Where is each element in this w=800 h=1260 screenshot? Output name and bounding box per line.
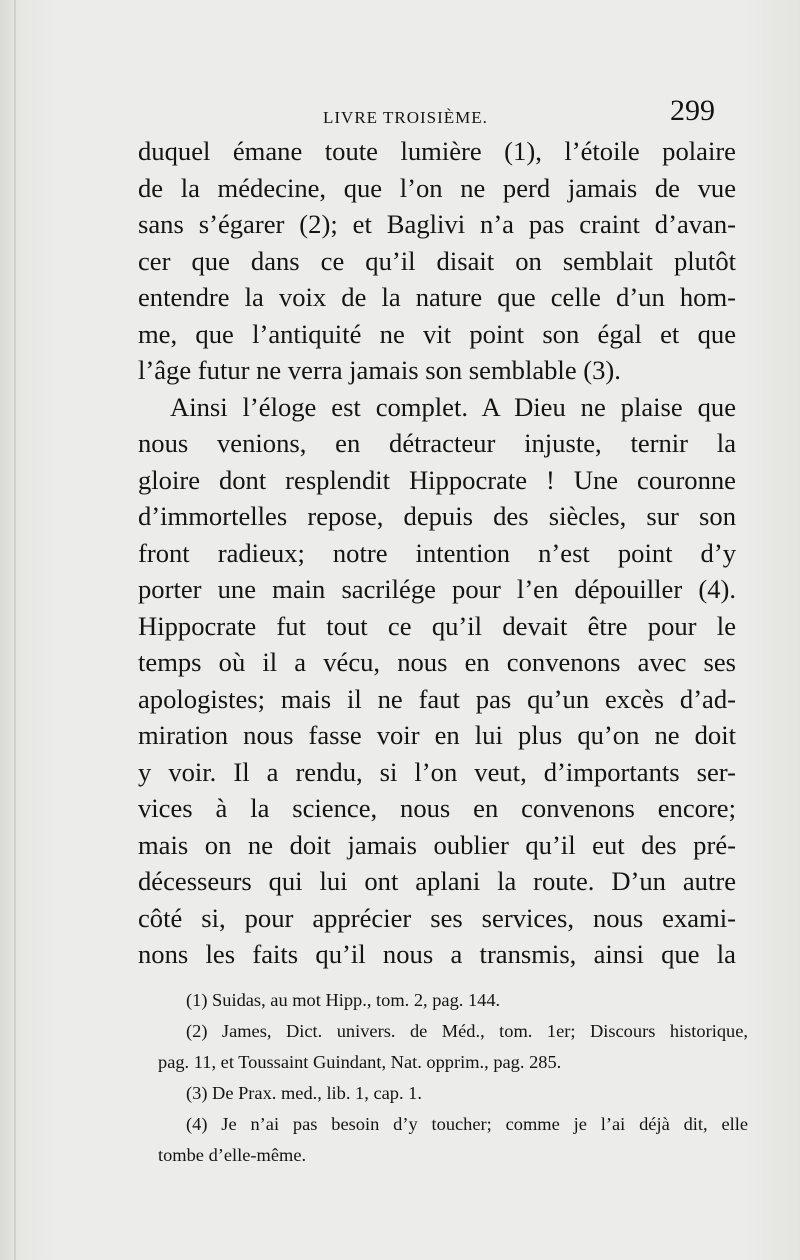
text-line: apologistes; mais il ne faut pas qu’un excès d’ad-	[138, 683, 736, 714]
text-line: duquel émane toute lumière (1), l’étoile polaire	[138, 136, 736, 166]
text-line: miration nous fasse voir en lui plus qu’on ne doit	[138, 720, 736, 750]
text-line: Hippocrate fut tout ce qu’il devait être pour le	[138, 610, 736, 641]
page-header	[145, 92, 725, 132]
text-line: front radieux; notre intention n’est point d’y	[138, 537, 736, 568]
text-line: vices à la science, nous en convenons encore;	[138, 793, 736, 823]
text-line: côté si, pour apprécier ses services, nous exami-	[138, 902, 736, 933]
text-line: gloire dont resplendit Hippocrate ! Une couronne	[138, 464, 736, 495]
body-text	[138, 133, 736, 973]
text-line: porter une main sacrilége pour l’en dépouiller (4).	[138, 574, 736, 604]
text-line: décesseurs qui lui ont aplani la route. D’un autre	[138, 866, 736, 896]
footnote-continuation: tombe d’elle-même.	[158, 1145, 307, 1165]
footnote-continuation: pag. 11, et Toussaint Guindant, Nat. opprim., pag. 285.	[158, 1052, 562, 1072]
text-line: cer que dans ce qu’il disait on semblait plutôt	[138, 245, 736, 276]
text-line: sans s’égarer (2); et Baglivi n’a pas craint d’avan-	[138, 209, 736, 239]
text-line: Ainsi l’éloge est complet. A Dieu ne plaise que	[170, 391, 736, 422]
text-line: de la médecine, que l’on ne perd jamais de vue	[138, 172, 736, 203]
footnote: (4) Je n’ai pas besoin d’y toucher; comme je l’ai déjà dit, elle	[186, 1114, 748, 1134]
text-line: y voir. Il a rendu, si l’on veut, d’importants ser-	[138, 756, 736, 787]
text-line: me, que l’antiquité ne vit point son égal et que	[138, 318, 736, 349]
text-line: nons les faits qu’il nous a transmis, ainsi que la	[138, 939, 736, 969]
footnote: (1) Suidas, au mot Hipp., tom. 2, pag. 144.	[186, 990, 501, 1010]
footnotes	[158, 985, 748, 1171]
text-line: nous venions, en détracteur injuste, ternir la	[138, 428, 736, 458]
text-line: l’âge futur ne verra jamais son semblable (3).	[138, 355, 621, 385]
text-line: temps où il a vécu, nous en convenons avec ses	[138, 647, 736, 677]
footnote: (3) De Prax. med., lib. 1, cap. 1.	[186, 1083, 422, 1103]
gutter-shadow	[14, 0, 16, 1260]
text-line: entendre la voix de la nature que celle d’un hom-	[138, 282, 736, 312]
text-line: d’immortelles repose, depuis des siècles, sur son	[138, 501, 736, 531]
running-title: LIVRE TROISIÈME.	[323, 108, 488, 127]
footnote: (2) James, Dict. univers. de Méd., tom. 1er; Discours historique,	[186, 1021, 748, 1041]
text-line: mais on ne doit jamais oublier qu’il eut des pré-	[138, 829, 736, 860]
page-number: 299	[670, 94, 715, 127]
